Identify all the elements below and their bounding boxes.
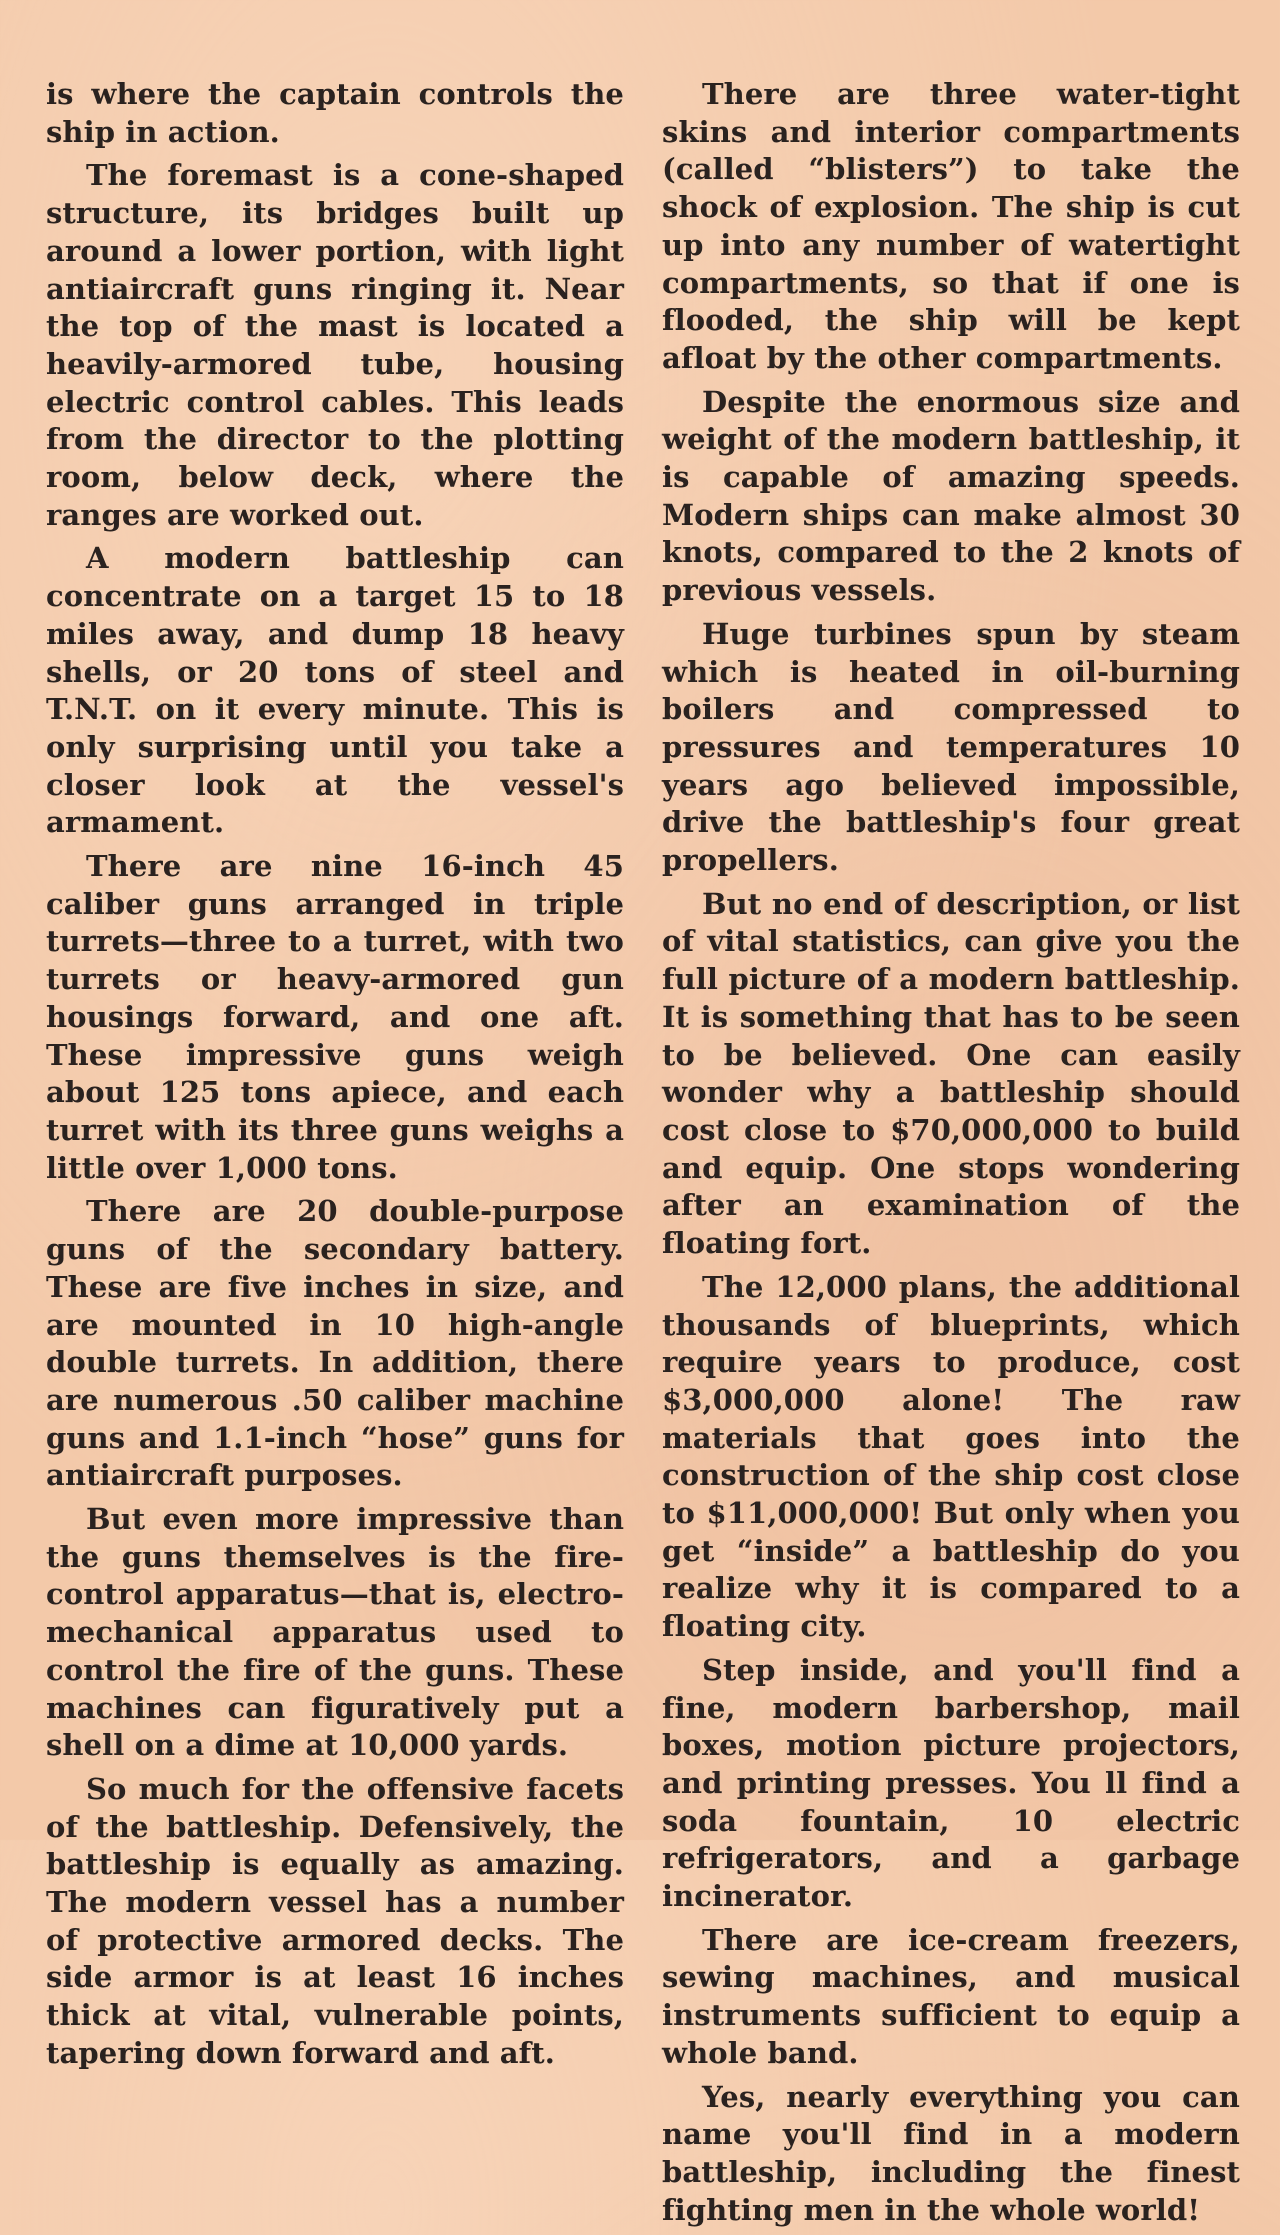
paragraph-speed: Despite the enormous size and weight of the modern battleship, it is capable of amazing speeds. Modern ships can make almost 30 knots, compared to the 2 knots of previous vessels. <box>662 384 1240 608</box>
paragraph-watertight-skins: There are three water-tight skins and interior compartments (called “blisters”) to take the shock of explosion. The ship is cut up into any number of watertight compartments, so that if one is flooded, the ship will be kept afloat by the other compartments. <box>662 77 1240 375</box>
left-column <box>46 76 624 2079</box>
paragraph-amenities: Step inside, and you'll find a fine, modern barbershop, mail boxes, motion picture projectors, and printing presses. You ll find a soda fountain, 10 electric refrigerators, and a garbage incinerator. <box>662 1652 1240 1914</box>
paragraph-fire-control: But even more impressive than the guns themselves is the fire-control apparatus—that is, electro-mechanical apparatus used to control the fire of the guns. These machines can figuratively put a shell on a dime at 10,000 yards. <box>46 1502 624 1763</box>
paragraph-armor: So much for the offensive facets of the battleship. Defensively, the battleship is equally as amazing. The modern vessel has a number of protective armored decks. The side armor is at least 16 inches thick at vital, vulnerable points, tapering down forward and aft. <box>46 1771 624 2070</box>
paragraph-main-guns: There are nine 16-inch 45 caliber guns arranged in triple turrets—three to a turret, with two turrets or heavy-armored gun housings forward, and one aft. These impressive guns weigh about 125 tons apiece, and each turret with its three guns weighs a little over 1,000 tons. <box>46 849 624 1185</box>
paragraph-foremast: The foremast is a cone-shaped structure, its bridges built up around a lower portion, with light antiaircraft guns ringing it. Near the top of the mast is located a heavily-armored tube, housing electric control cables. This leads from the director to the plotting room, below deck, where the ranges are worked out. <box>46 158 624 532</box>
paragraph-turbines: Huge turbines spun by steam which is heated in oil-burning boilers and compressed to pressures and temperatures 10 years ago believed impossible, drive the battleship's four great propellers. <box>662 616 1240 878</box>
right-column <box>662 76 1240 2235</box>
paragraph-captain-controls: is where the captain controls the ship in action. <box>46 77 624 149</box>
paragraph-conclusion: Yes, nearly everything you can name you'll find in a modern battleship, including the finest fighting men in the whole world! <box>662 2079 1240 2227</box>
paragraph-secondary-battery: There are 20 double-purpose guns of the secondary battery. These are five inches in size, and are mounted in 10 high-angle double turrets. In addition, there are numerous .50 caliber machine guns and 1.1-inch “hose” guns for antiaircraft purposes. <box>46 1194 624 1493</box>
paragraph-plans: The 12,000 plans, the additional thousands of blueprints, which require years to produce, cost $3,000,000 alone! The raw materials that goes into the construction of the ship cost close to $11,000,000! But only when you get “inside” a battleship do you realize why it is compared to a floating city. <box>662 1269 1240 1644</box>
paragraph-cost: But no end of description, or list of vital statistics, can give you the full picture of a modern battleship. It is something that has to be seen to be believed. One can easily wonder why a battleship should cost close to $70,000,000 to build and equip. One stops wondering after an examination of the floating fort. <box>662 886 1240 1261</box>
paragraph-freezers: There are ice-cream freezers, sewing machines, and musical instruments sufficient to equip a whole band. <box>662 1922 1240 2070</box>
paragraph-target-range: A modern battleship can concentrate on a target 15 to 18 miles away, and dump 18 heavy shells, or 20 tons of steel and T.N.T. on it every minute. This is only surprising until you take a closer look at the vessel's armament. <box>46 541 624 840</box>
